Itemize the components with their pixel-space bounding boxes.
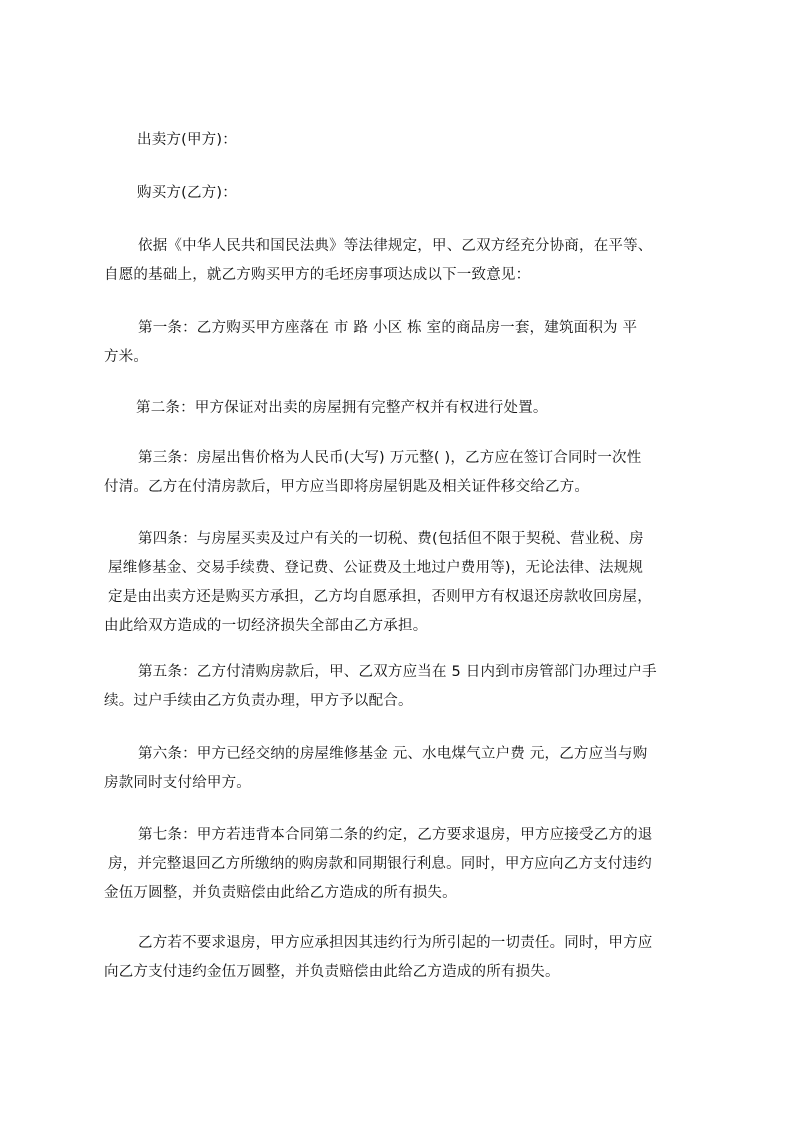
article-7-supplement: 乙方若不要求退房，甲方应承担因其违约行为所引起的一切责任。同时，甲方应 向乙方支付违约金伍万圆整，并负责赔偿由此给乙方造成的所有损失。 (104, 935, 653, 980)
article-4: 第四条：与房屋买卖及过户有关的一切税、费(包括但不限于契税、营业税、房 屋维修基金、交易手续费、登记费、公证费及土地过户费用等)，无论法律、法规规 定是由出卖方还是购买方承担，乙方均自愿承担，否则甲方有权退还房款收回房屋， 由此给双方造成的一切经济损失全部由乙方承担。 (104, 531, 652, 634)
article-7: 第七条：甲方若违背本合同第二条的约定，乙方要求退房，甲方应接受乙方的退 房，并完整退回乙方所缴纳的购房款和同期银行利息。同时，甲方应向乙方支付违约 金伍万圆整，并负责赔偿由此给乙方造成的所有损失。 (104, 827, 653, 901)
article-1: 第一条：乙方购买甲方座落在 市 路 小区 栋 室的商品房一套，建筑面积为 平 方米。 (104, 320, 638, 365)
article-5: 第五条：乙方付清购房款后，甲、乙双方应当在 5 日内到市房管部门办理过户手 续。过户手续由乙方负责办理，甲方予以配合。 (104, 664, 657, 709)
article-2: 第二条：甲方保证对出卖的房屋拥有完整产权并有权进行处置。 (136, 400, 548, 416)
buyer-line: 购买方(乙方)： (137, 185, 237, 201)
seller-line: 出卖方(甲方)： (137, 132, 237, 148)
article-6: 第六条：甲方已经交纳的房屋维修基金 元、水电煤气立户费 元，乙方应当与购 房款同时支付给甲方。 (104, 746, 648, 791)
article-3: 第三条：房屋出售价格为人民币(大写) 万元整( )，乙方应在签订合同时一次性 付清。乙方在付清房款后，甲方应当即将房屋钥匙及相关证件移交给乙方。 (104, 450, 642, 495)
intro-paragraph: 依据《中华人民共和国民法典》等法律规定，甲、乙双方经充分协商，在平等、 自愿的基础上，就乙方购买甲方的毛坯房事项达成以下一致意见： (104, 238, 653, 283)
